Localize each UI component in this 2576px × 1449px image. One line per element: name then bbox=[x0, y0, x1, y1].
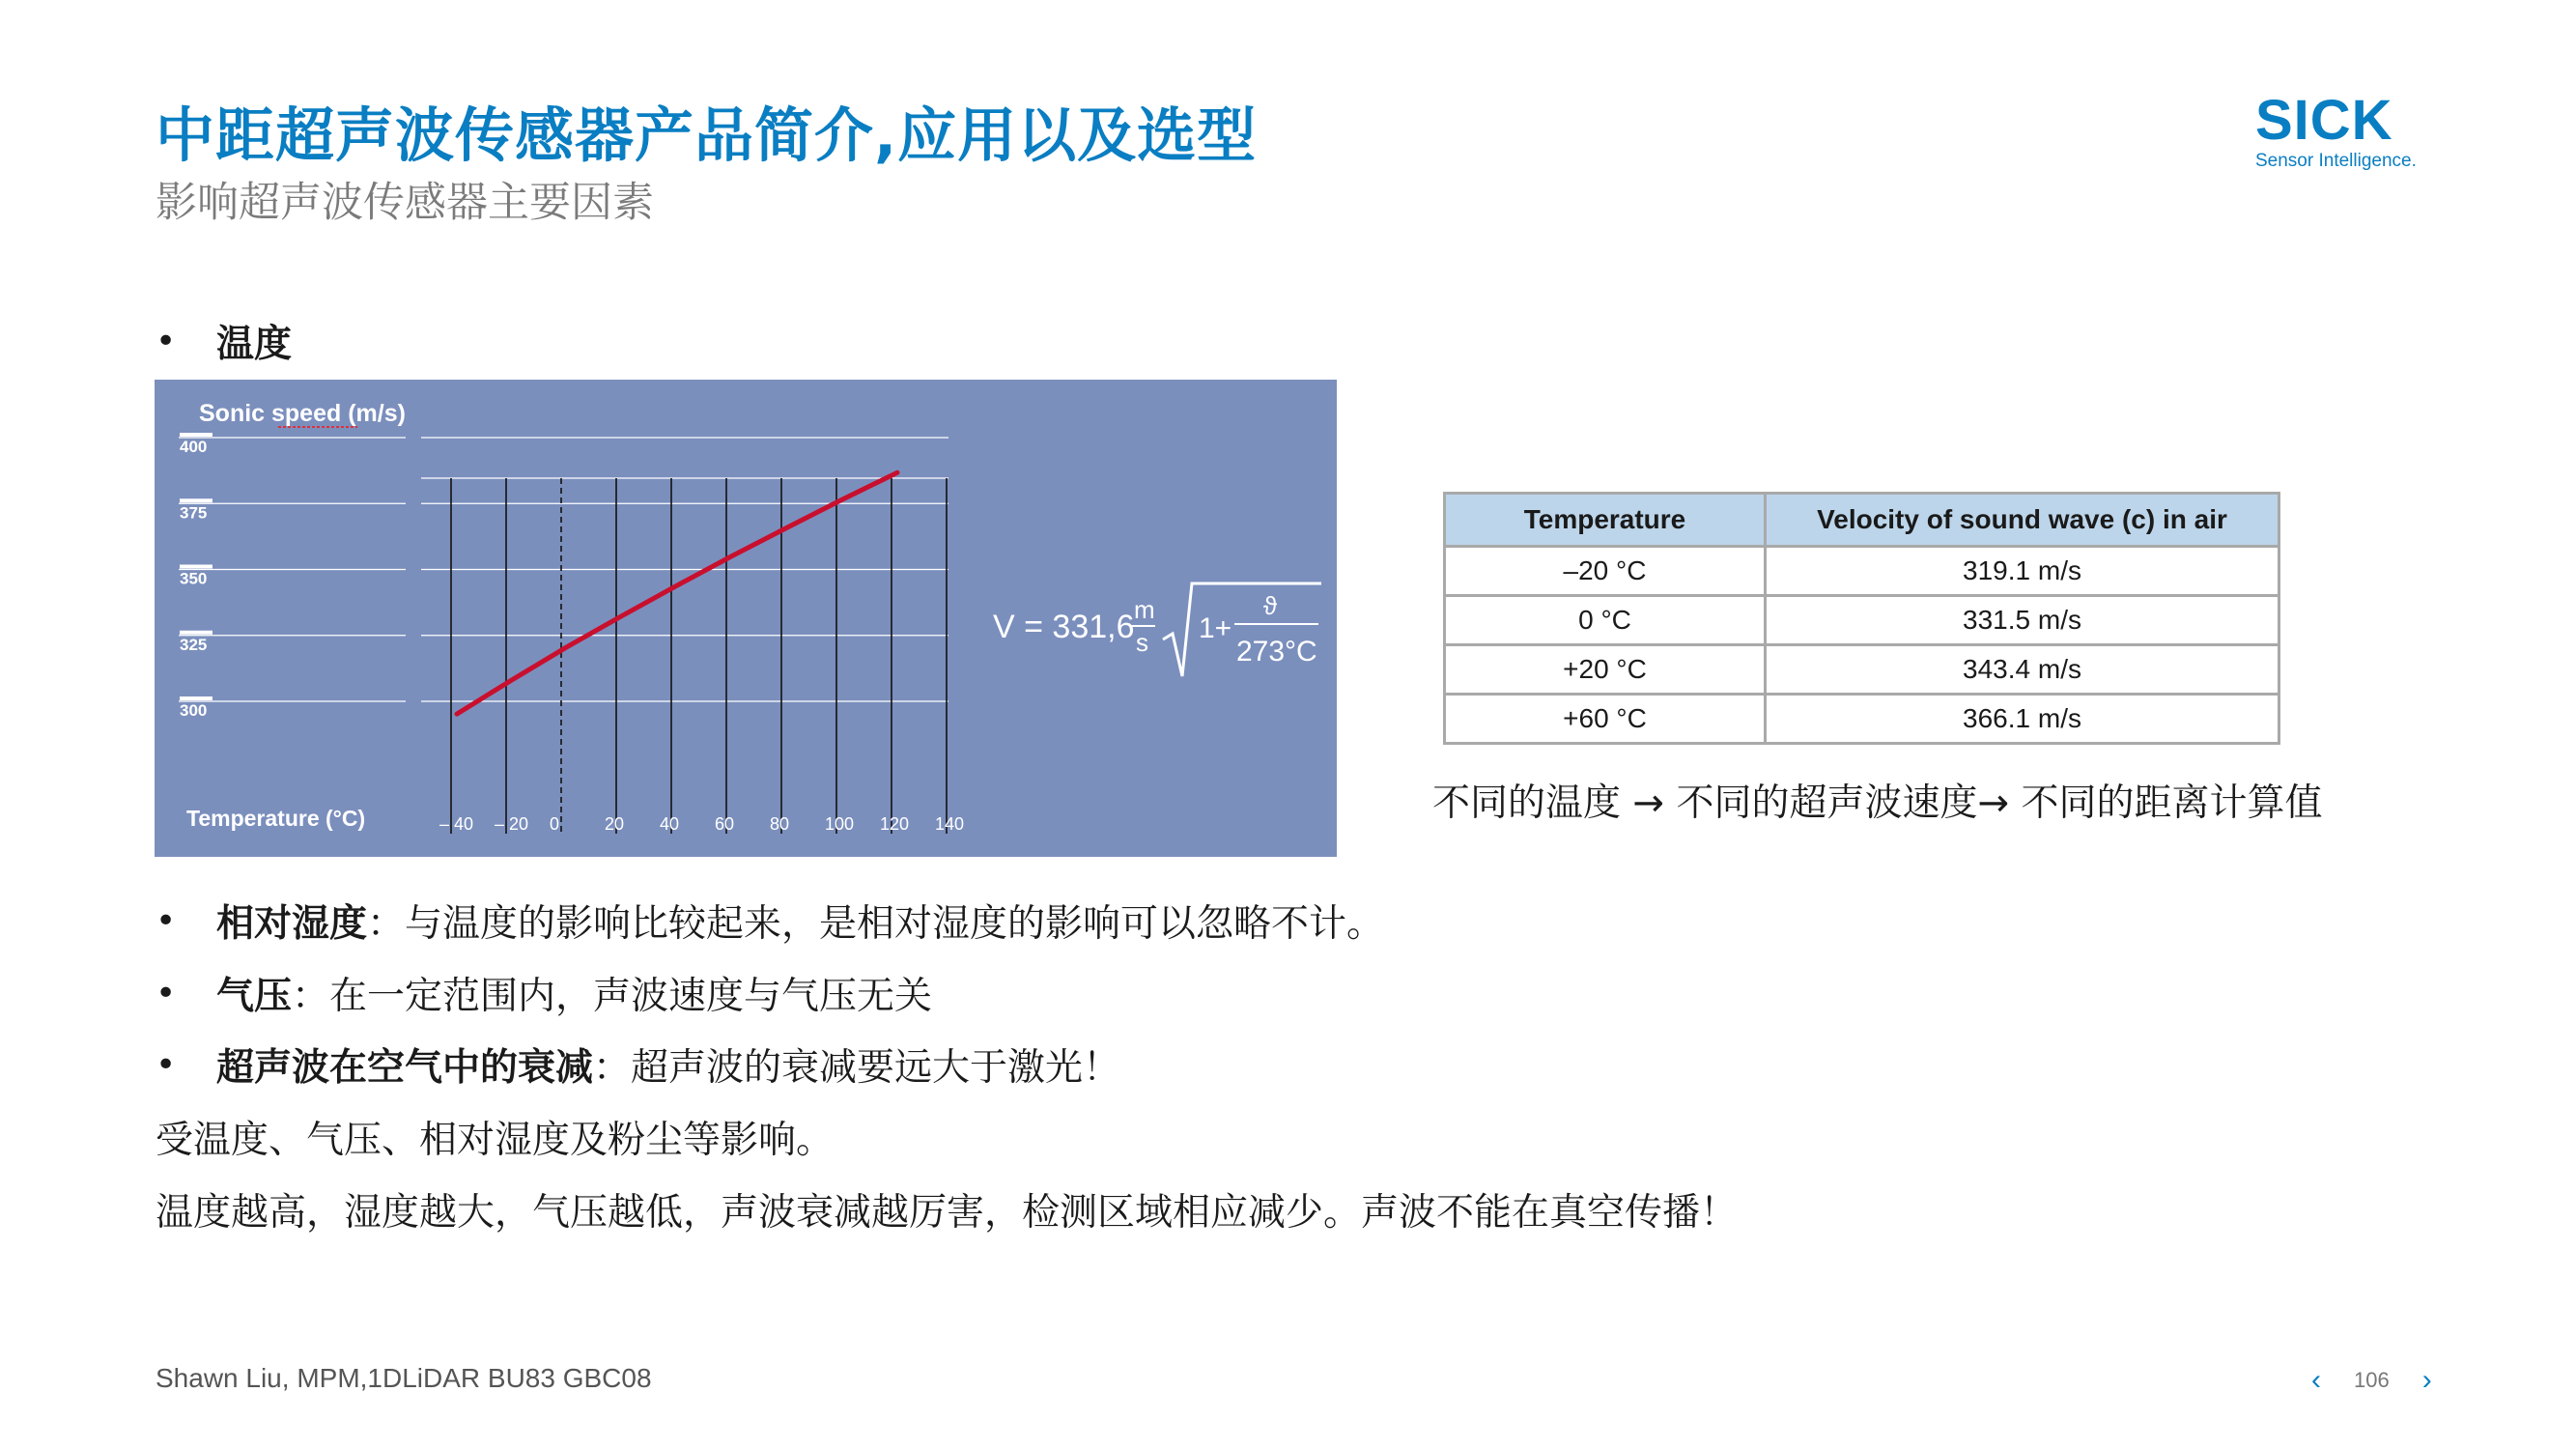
formula-lhs: V = 331,6 bbox=[993, 609, 1135, 645]
chart-x-tick-label: 120 bbox=[880, 814, 910, 834]
table-header-velocity: Velocity of sound wave (c) in air bbox=[1766, 494, 2279, 547]
sick-logo bbox=[2255, 89, 2449, 172]
table-cell-temperature: +60 °C bbox=[1445, 695, 1766, 744]
table-cell-temperature: 0 °C bbox=[1445, 596, 1766, 645]
chart-x-tick-label: 80 bbox=[770, 814, 790, 834]
chart-y-tick-label: 375 bbox=[180, 503, 208, 523]
bullet-dot: • bbox=[156, 900, 177, 941]
table-cell-velocity: 319.1 m/s bbox=[1766, 547, 2279, 596]
bullet-temperature bbox=[156, 314, 292, 368]
bullet-pressure bbox=[156, 966, 932, 1020]
table-cell-velocity: 366.1 m/s bbox=[1766, 695, 2279, 744]
chart-y-tick-label: 350 bbox=[180, 569, 208, 588]
bullet-humidity bbox=[156, 894, 1384, 948]
logo-word: SICK bbox=[2255, 89, 2393, 152]
bullet-pressure-text: ：在一定范围内，声波速度与气压无关 bbox=[292, 975, 933, 1018]
table-row bbox=[1445, 645, 2279, 695]
formula-svg bbox=[993, 580, 1341, 696]
sonic-speed-formula bbox=[993, 580, 1341, 699]
table-cell-temperature: –20 °C bbox=[1445, 547, 1766, 596]
chart-y-tick-label: 400 bbox=[180, 438, 208, 456]
table-cell-temperature: +20 °C bbox=[1445, 645, 1766, 695]
table-row bbox=[1445, 695, 2279, 744]
formula-unit-num: m bbox=[1134, 595, 1155, 624]
page-title: 中距超声波传感器产品简介,应用以及选型 bbox=[156, 101, 1258, 170]
table-cell-velocity: 343.4 m/s bbox=[1766, 645, 2279, 695]
chart-series-line bbox=[457, 472, 897, 714]
velocity-table bbox=[1443, 492, 2280, 745]
bullet-dot: • bbox=[156, 321, 177, 361]
bullet-pressure-label: 气压 bbox=[216, 975, 293, 1018]
page-number: 106 bbox=[2354, 1368, 2390, 1392]
chart-x-axis-label: Temperature (°C) bbox=[186, 806, 366, 831]
formula-one-plus: 1+ bbox=[1199, 612, 1232, 644]
chart-x-tick-label: 20 bbox=[605, 814, 625, 834]
chart-y-tick-mark bbox=[180, 565, 212, 569]
bullet-attenuation-text: ：超声波的衰减要远大于激光！ bbox=[593, 1046, 1121, 1090]
chevron-left-icon[interactable]: ‹ bbox=[2311, 1364, 2321, 1396]
chart-x-tick-label: – 40 bbox=[439, 814, 474, 834]
chart-x-tick-label: 0 bbox=[550, 814, 560, 834]
formula-frac-num: ϑ bbox=[1263, 591, 1278, 620]
table-header-temperature: Temperature bbox=[1445, 494, 1766, 547]
table-row bbox=[1445, 596, 2279, 645]
bullet-humidity-label: 相对湿度 bbox=[216, 902, 368, 946]
formula-unit-den: s bbox=[1136, 628, 1148, 657]
chart-title: Sonic speed (m/s) bbox=[199, 400, 406, 427]
chart-x-tick-label: – 20 bbox=[495, 814, 529, 834]
chart-y-tick-mark bbox=[180, 631, 212, 635]
chevron-right-icon[interactable]: › bbox=[2421, 1364, 2432, 1396]
chart-y-tick-mark bbox=[180, 696, 212, 700]
paragraph-influences: 受温度、气压、相对湿度及粉尘等影响。 bbox=[156, 1119, 835, 1162]
chart-y-tick-label: 300 bbox=[180, 701, 208, 720]
bullet-humidity-text: ：与温度的影响比较起来，是相对湿度的影响可以忽略不计。 bbox=[367, 902, 1385, 946]
bullet-dot: • bbox=[156, 1044, 177, 1085]
paragraph-attenuation-detail: 温度越高，湿度越大，气压越低，声波衰减越厉害，检测区域相应减少。声波不能在真空传播！ bbox=[156, 1191, 1739, 1235]
bullet-attenuation bbox=[156, 1037, 1120, 1092]
temperature-effect-caption: 不同的温度 → 不同的超声波速度→ 不同的距离计算值 bbox=[1432, 781, 2323, 825]
bullet-temperature-label: 温度 bbox=[216, 323, 293, 366]
chart-y-tick-mark bbox=[180, 433, 212, 437]
page-navigator bbox=[2311, 1364, 2432, 1397]
footer-author: Shawn Liu, MPM,1DLiDAR BU83 GBC08 bbox=[156, 1363, 652, 1393]
chart-x-tick-label: 140 bbox=[935, 814, 965, 834]
bullet-attenuation-label: 超声波在空气中的衰减 bbox=[216, 1046, 594, 1090]
chart-x-tick-label: 100 bbox=[825, 814, 855, 834]
chart-y-tick-label: 325 bbox=[180, 635, 208, 654]
page-subtitle: 影响超声波传感器主要因素 bbox=[156, 179, 654, 227]
formula-frac-den: 273°C bbox=[1236, 636, 1317, 668]
table-row bbox=[1445, 547, 2279, 596]
table-cell-velocity: 331.5 m/s bbox=[1766, 596, 2279, 645]
table-header-row bbox=[1445, 494, 2279, 547]
chart-x-tick-label: 40 bbox=[660, 814, 680, 834]
chart-y-tick-mark bbox=[180, 498, 212, 502]
logo-tagline: Sensor Intelligence. bbox=[2255, 151, 2417, 171]
bullet-dot: • bbox=[156, 973, 177, 1013]
chart-x-tick-label: 60 bbox=[715, 814, 735, 834]
